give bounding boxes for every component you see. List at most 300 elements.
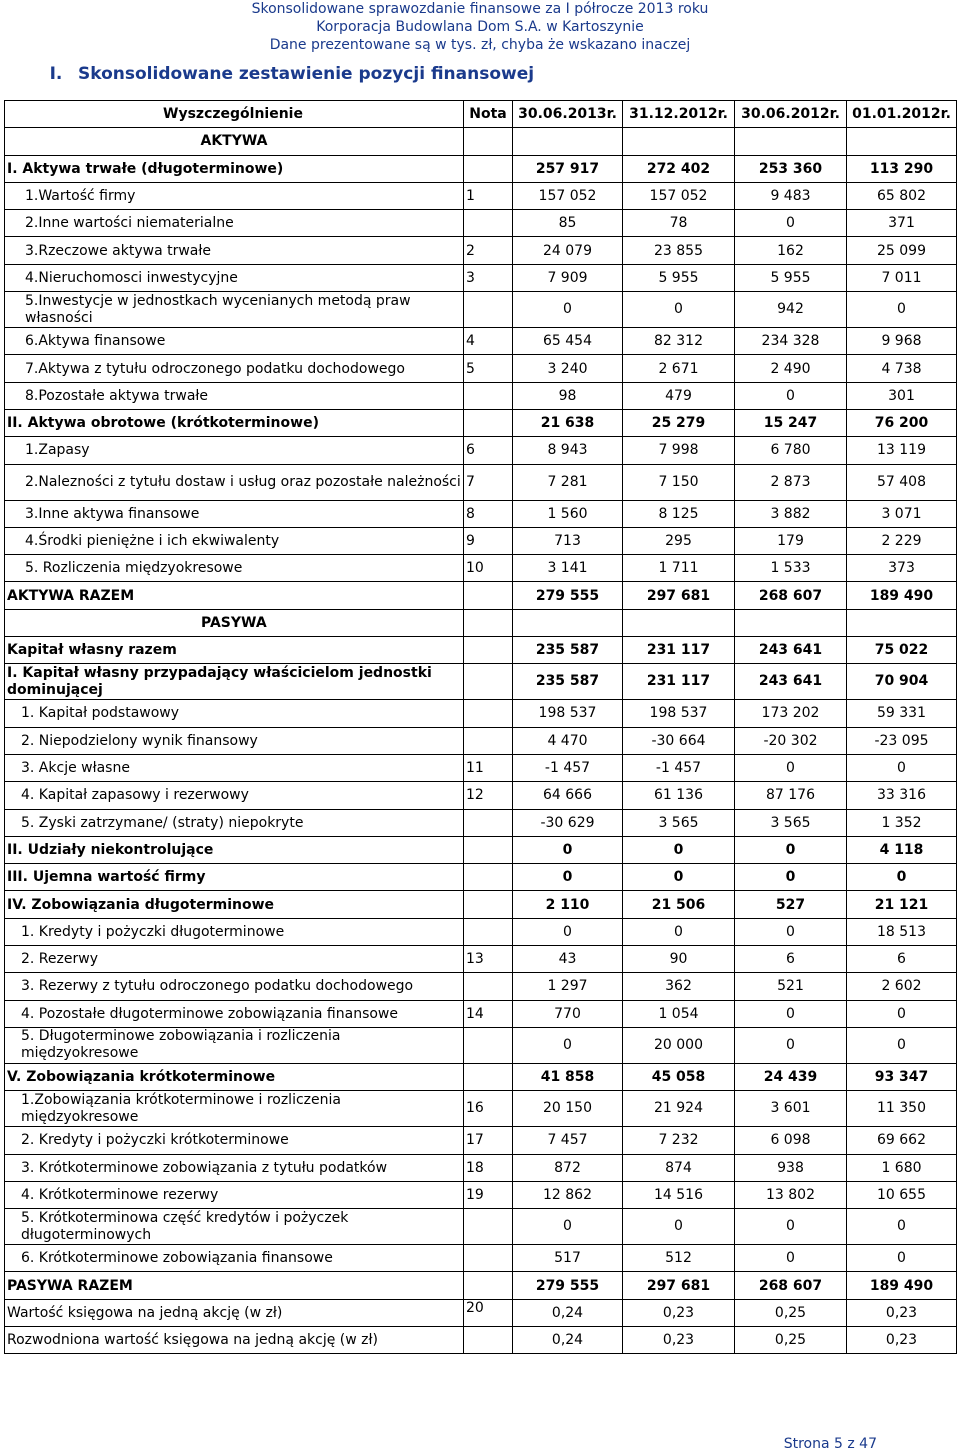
row-value: 12 862 [513,1181,623,1208]
row-value: 61 136 [623,782,735,809]
row-value: 20 150 [513,1091,623,1127]
table-row [5,1127,957,1154]
row-value: 0 [735,1027,847,1063]
row-value: 4 738 [847,355,957,382]
row-value: 10 655 [847,1181,957,1208]
row-value: 33 316 [847,782,957,809]
row-label: 4. Kapitał zapasowy i rezerwowy [5,782,464,809]
row-value: 64 666 [513,782,623,809]
table-row [5,946,957,973]
table-row [5,1154,957,1181]
row-value: 3 601 [735,1091,847,1127]
col-header: 01.01.2012r. [847,101,957,128]
balance-sheet-table [4,100,957,1354]
row-value: 25 099 [847,237,957,264]
row-nota [464,700,513,727]
row-value: 0 [735,382,847,409]
row-value: 189 490 [847,582,957,609]
row-value: 7 457 [513,1127,623,1154]
row-value: 13 119 [847,437,957,464]
row-value: 0,25 [735,1326,847,1353]
row-value: 235 587 [513,637,623,664]
row-value: 0,23 [847,1326,957,1353]
row-value: -1 457 [623,754,735,781]
row-label: III. Ujemna wartość firmy [5,864,464,891]
row-value: 70 904 [847,664,957,700]
row-label: 4. Pozostałe długoterminowe zobowiązania finansowe [5,1000,464,1027]
row-value: 41 858 [513,1063,623,1090]
row-nota [464,1063,513,1090]
row-value: 93 347 [847,1063,957,1090]
row-value: 5 955 [623,264,735,291]
row-nota [464,409,513,436]
row-value: 268 607 [735,1272,847,1299]
row-value: 8 943 [513,437,623,464]
row-value: 13 802 [735,1181,847,1208]
table-row [5,1209,957,1245]
row-value: 2 110 [513,891,623,918]
row-label: V. Zobowiązania krótkoterminowe [5,1063,464,1090]
row-value: 2 671 [623,355,735,382]
row-label: 4.Nieruchomosci inwestycyjne [5,264,464,291]
row-value: 3 071 [847,500,957,527]
row-value: 173 202 [735,700,847,727]
row-value: 23 855 [623,237,735,264]
row-value: 14 516 [623,1181,735,1208]
row-nota [464,155,513,182]
row-label: Kapitał własny razem [5,637,464,664]
row-value: 78 [623,210,735,237]
row-value: 479 [623,382,735,409]
table-row [5,973,957,1000]
aktywa-heading-row [5,128,957,155]
table-row [5,182,957,209]
row-value: 59 331 [847,700,957,727]
row-label: 3. Akcje własne [5,754,464,781]
row-value: 4 118 [847,836,957,863]
row-value: 770 [513,1000,623,1027]
row-nota: 19 [464,1181,513,1208]
table-row [5,382,957,409]
table-row [5,582,957,609]
table-row [5,864,957,891]
row-value: 297 681 [623,1272,735,1299]
row-value: 21 506 [623,891,735,918]
row-label: 3. Krótkoterminowe zobowiązania z tytułu podatków [5,1154,464,1181]
row-value: 76 200 [847,409,957,436]
row-value: 0 [735,1209,847,1245]
row-value: 65 802 [847,182,957,209]
row-value: 253 360 [735,155,847,182]
pasywa-heading-row [5,609,957,636]
row-value: 21 924 [623,1091,735,1127]
row-value: 0 [735,1000,847,1027]
row-label: 2.Inne wartości niematerialne [5,210,464,237]
row-nota: 16 [464,1091,513,1127]
row-label: 3. Rezerwy z tytułu odroczonego podatku dochodowego [5,973,464,1000]
row-nota: 20 [464,1299,513,1326]
row-value: 268 607 [735,582,847,609]
pasywa-label: PASYWA [5,609,464,636]
row-value: 0 [513,1027,623,1063]
table-row [5,1326,957,1353]
row-value: 0 [735,918,847,945]
row-nota: 17 [464,1127,513,1154]
row-nota [464,727,513,754]
row-label: 3.Inne aktywa finansowe [5,500,464,527]
row-value: 0 [735,210,847,237]
col-header: 31.12.2012r. [623,101,735,128]
row-value: 0 [623,1209,735,1245]
table-row [5,1000,957,1027]
table-row [5,809,957,836]
col-header: Wyszczególnienie [5,101,464,128]
row-value: 3 565 [735,809,847,836]
table-row [5,355,957,382]
row-value: 113 290 [847,155,957,182]
row-value: 0 [847,1209,957,1245]
row-label: 6. Krótkoterminowe zobowiązania finansowe [5,1245,464,1272]
row-value: 257 917 [513,155,623,182]
table-row [5,1181,957,1208]
row-value: 0,24 [513,1326,623,1353]
row-value: -30 664 [623,727,735,754]
row-value: 6 098 [735,1127,847,1154]
row-value: 874 [623,1154,735,1181]
row-nota [464,664,513,700]
row-value: 0 [513,1209,623,1245]
table-row [5,637,957,664]
row-value: 0 [623,864,735,891]
row-nota [464,1245,513,1272]
table-row [5,155,957,182]
row-value: 7 150 [623,464,735,500]
row-value: 43 [513,946,623,973]
row-nota: 6 [464,437,513,464]
row-value: 9 483 [735,182,847,209]
row-value: 297 681 [623,582,735,609]
row-value: 87 176 [735,782,847,809]
row-value: 1 533 [735,555,847,582]
row-value: 0 [847,1027,957,1063]
row-label: 1. Kredyty i pożyczki długoterminowe [5,918,464,945]
row-value: 179 [735,527,847,554]
row-nota [464,809,513,836]
row-value: 157 052 [623,182,735,209]
row-value: 527 [735,891,847,918]
row-value: 6 780 [735,437,847,464]
table-row [5,1091,957,1127]
row-nota: 2 [464,237,513,264]
row-value: 512 [623,1245,735,1272]
row-nota: 9 [464,527,513,554]
row-nota: 10 [464,555,513,582]
row-label: 5. Długoterminowe zobowiązania i rozliczenia międzyokresowe [5,1027,464,1063]
row-nota: 12 [464,782,513,809]
row-value: 0 [513,836,623,863]
table-row [5,782,957,809]
row-value: 24 079 [513,237,623,264]
row-nota [464,1209,513,1245]
row-nota [464,292,513,328]
row-value: 82 312 [623,328,735,355]
aktywa-label: AKTYWA [5,128,464,155]
row-value: 2 873 [735,464,847,500]
row-value: 90 [623,946,735,973]
row-nota: 5 [464,355,513,382]
row-value: 3 141 [513,555,623,582]
row-value: 157 052 [513,182,623,209]
row-label: 2. Rezerwy [5,946,464,973]
row-label: 8.Pozostałe aktywa trwałe [5,382,464,409]
row-nota: 4 [464,328,513,355]
report-title: Skonsolidowane sprawozdanie finansowe za I półrocze 2013 roku [251,1,709,17]
row-nota [464,582,513,609]
row-value: 0 [735,1245,847,1272]
row-value: 4 470 [513,727,623,754]
row-value: 7 909 [513,264,623,291]
row-label: PASYWA RAZEM [5,1272,464,1299]
table-row [5,409,957,436]
row-value: 1 680 [847,1154,957,1181]
row-value: 21 638 [513,409,623,436]
table-row [5,1027,957,1063]
row-label: 4.Środki pieniężne i ich ekwiwalenty [5,527,464,554]
table-row [5,555,957,582]
row-label: 3.Rzeczowe aktywa trwałe [5,237,464,264]
row-value: 0 [735,864,847,891]
row-value: 75 022 [847,637,957,664]
row-value: 98 [513,382,623,409]
row-nota [464,864,513,891]
row-value: 0 [735,754,847,781]
row-value: 295 [623,527,735,554]
row-value: 0 [513,864,623,891]
row-value: 234 328 [735,328,847,355]
row-value: 938 [735,1154,847,1181]
table-row [5,500,957,527]
row-value: 2 490 [735,355,847,382]
row-value: 21 121 [847,891,957,918]
section-heading [34,64,534,84]
row-value: 8 125 [623,500,735,527]
row-value: 0 [847,1000,957,1027]
row-value: 0,24 [513,1299,623,1326]
row-value: 279 555 [513,582,623,609]
row-label: Wartość księgowa na jedną akcję (w zł) [5,1299,464,1326]
section-number: I. [49,64,63,84]
row-value: 0 [513,292,623,328]
table-row [5,328,957,355]
row-value: 7 011 [847,264,957,291]
row-value: 69 662 [847,1127,957,1154]
row-value: 521 [735,973,847,1000]
units-note: Dane prezentowane są w tys. zł, chyba że wskazano inaczej [269,37,691,53]
row-value: 0 [847,292,957,328]
table-row [5,464,957,500]
row-label: AKTYWA RAZEM [5,582,464,609]
row-label: II. Aktywa obrotowe (krótkoterminowe) [5,409,464,436]
row-label: II. Udziały niekontrolujące [5,836,464,863]
row-value: 6 [847,946,957,973]
row-value: 85 [513,210,623,237]
col-header: Nota [464,101,513,128]
table-row [5,727,957,754]
col-header: 30.06.2013r. [513,101,623,128]
row-nota: 13 [464,946,513,973]
row-value: 7 998 [623,437,735,464]
table-row [5,1245,957,1272]
table-row [5,437,957,464]
table-row [5,891,957,918]
row-label: 2.Nalezności z tytułu dostaw i usług oraz pozostałe należności [5,464,464,500]
row-value: 0,25 [735,1299,847,1326]
row-label: 5. Krótkoterminowa część kredytów i pożyczek długoterminowych [5,1209,464,1245]
row-value: 57 408 [847,464,957,500]
table-row [5,918,957,945]
row-value: 1 352 [847,809,957,836]
row-value: 20 000 [623,1027,735,1063]
row-value: 24 439 [735,1063,847,1090]
row-label: 1. Kapitał podstawowy [5,700,464,727]
row-value: 272 402 [623,155,735,182]
page-number: Strona 5 z 47 [783,1436,877,1452]
row-nota: 18 [464,1154,513,1181]
row-value: 18 513 [847,918,957,945]
table-row [5,292,957,328]
row-value: 517 [513,1245,623,1272]
table-row [5,700,957,727]
row-nota: 7 [464,464,513,500]
row-value: 3 565 [623,809,735,836]
row-label: 4. Krótkoterminowe rezerwy [5,1181,464,1208]
row-nota: 8 [464,500,513,527]
row-value: 7 232 [623,1127,735,1154]
row-label: 1.Zobowiązania krótkoterminowe i rozliczenia międzyokresowe [5,1091,464,1127]
row-nota [464,1027,513,1063]
row-value: 6 [735,946,847,973]
row-value: 3 240 [513,355,623,382]
row-label: 2. Kredyty i pożyczki krótkoterminowe [5,1127,464,1154]
row-label: 5. Rozliczenia międzyokresowe [5,555,464,582]
company-name: Korporacja Budowlana Dom S.A. w Kartoszynie [316,19,644,35]
row-nota [464,382,513,409]
row-value: 162 [735,237,847,264]
row-value: 373 [847,555,957,582]
row-value: 1 560 [513,500,623,527]
row-value: 942 [735,292,847,328]
table-row [5,664,957,700]
row-value: 0 [623,292,735,328]
row-value: 15 247 [735,409,847,436]
row-value: -23 095 [847,727,957,754]
row-nota [464,918,513,945]
row-value: 0 [735,836,847,863]
row-value: 5 955 [735,264,847,291]
section-title: Skonsolidowane zestawienie pozycji finansowej [78,64,535,84]
row-nota [464,1326,513,1353]
row-value: 65 454 [513,328,623,355]
row-value: 231 117 [623,637,735,664]
row-label: 5.Inwestycje w jednostkach wycenianych metodą praw własności [5,292,464,328]
row-nota [464,1272,513,1299]
row-value: 45 058 [623,1063,735,1090]
row-value: 243 641 [735,664,847,700]
row-value: 2 229 [847,527,957,554]
row-nota [464,836,513,863]
row-value: -30 629 [513,809,623,836]
table-row [5,264,957,291]
row-value: 1 711 [623,555,735,582]
row-label: 1.Wartość firmy [5,182,464,209]
row-label: 1.Zapasy [5,437,464,464]
row-nota: 1 [464,182,513,209]
row-nota [464,210,513,237]
table-row [5,237,957,264]
row-nota: 14 [464,1000,513,1027]
row-value: 872 [513,1154,623,1181]
table-row [5,754,957,781]
row-value: -20 302 [735,727,847,754]
row-label: 5. Zyski zatrzymane/ (straty) niepokryte [5,809,464,836]
row-value: 243 641 [735,637,847,664]
row-value: 198 537 [513,700,623,727]
row-label: IV. Zobowiązania długoterminowe [5,891,464,918]
row-value: 362 [623,973,735,1000]
col-header: 30.06.2012r. [735,101,847,128]
row-value: 279 555 [513,1272,623,1299]
row-value: 1 054 [623,1000,735,1027]
row-value: 0,23 [623,1326,735,1353]
row-label: 7.Aktywa z tytułu odroczonego podatku dochodowego [5,355,464,382]
row-value: 713 [513,527,623,554]
row-value: 0 [847,1245,957,1272]
row-value: 3 882 [735,500,847,527]
row-value: 235 587 [513,664,623,700]
row-value: -1 457 [513,754,623,781]
row-label: 6.Aktywa finansowe [5,328,464,355]
row-value: 1 297 [513,973,623,1000]
row-value: 25 279 [623,409,735,436]
row-value: 198 537 [623,700,735,727]
row-nota [464,891,513,918]
row-value: 0,23 [847,1299,957,1326]
row-label: Rozwodniona wartość księgowa na jedną akcję (w zł) [5,1326,464,1353]
row-value: 0 [623,836,735,863]
row-value: 231 117 [623,664,735,700]
row-value: 0 [623,918,735,945]
row-label: I. Aktywa trwałe (długoterminowe) [5,155,464,182]
row-value: 2 602 [847,973,957,1000]
table-row [5,210,957,237]
row-value: 0 [847,864,957,891]
row-value: 0,23 [623,1299,735,1326]
row-label: I. Kapitał własny przypadający właścicielom jednostki dominującej [5,664,464,700]
row-label: 2. Niepodzielony wynik finansowy [5,727,464,754]
table-row [5,1063,957,1090]
row-value: 0 [847,754,957,781]
row-value: 11 350 [847,1091,957,1127]
table-row [5,1299,957,1326]
table-row [5,527,957,554]
row-nota [464,637,513,664]
row-nota: 11 [464,754,513,781]
table-row [5,836,957,863]
row-value: 0 [513,918,623,945]
row-nota: 3 [464,264,513,291]
row-nota [464,973,513,1000]
row-value: 9 968 [847,328,957,355]
